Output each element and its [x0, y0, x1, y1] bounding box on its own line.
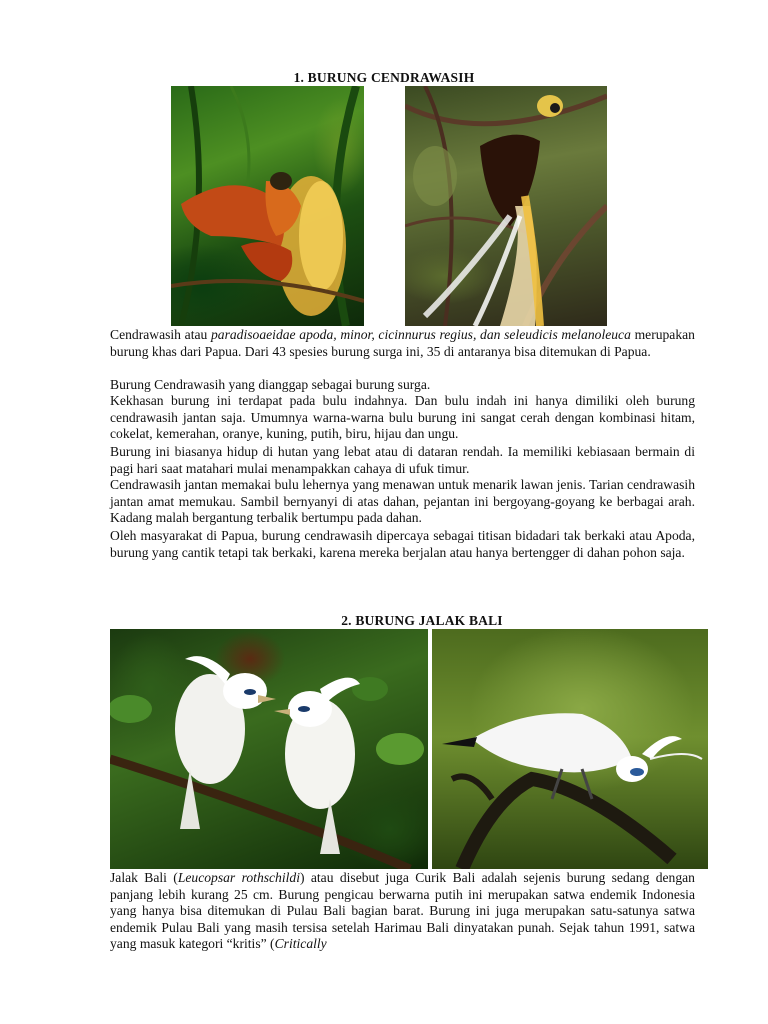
bird-of-paradise-illustration-1 [171, 86, 364, 326]
jalak-bali-pair-illustration [110, 629, 428, 869]
cendrawasih-paragraph-intro: Cendrawasih atau paradisoaeidae apoda, minor, cicinnurus regius, dan seleudicis melanoleuca merupakan burung khas dari Papua. Dari 43 spesies burung surga ini, 35 di antaranya bisa ditemukan di Papua. [110, 327, 695, 359]
jalak-bali-single-illustration [432, 629, 708, 869]
section-2-heading: 2. BURUNG JALAK BALI [341, 613, 503, 628]
jalak-bali-paragraph-1: Jalak Bali (Leucopsar rothschildi) atau disebut juga Curik Bali adalah sejenis burung sedang dengan panjang lebih kurang 25 cm. Burung pengicau berwarna putih ini merupakan satwa endemik Indonesia yang hanya bisa ditemukan di Pulau Bali bagian barat. Burung ini juga merupakan satu-satunya satwa endemik Pulau Bali yang masih tersisa setelah Harimau Bali dinyatakan punah. Sejak tahun 1991, satwa yang masuk kategori “kritis” (Critically [110, 870, 695, 951]
cendrawasih-paragraph-4: Burung ini biasanya hidup di hutan yang lebat atau di dataran rendah. Ia memiliki kebiasaan bermain di pagi hari saat matahari mulai menampakkan cahaya di ufuk timur. [110, 444, 695, 476]
cendrawasih-paragraph-6: Oleh masyarakat di Papua, burung cendrawasih dipercaya sebagai titisan bidadari tak berkaki atau Apoda, burung yang cantik tetapi tak berkaki, karena mereka berjalan atau hanya bertengger di dahan pohon saja. [110, 528, 695, 560]
bird-of-paradise-photo-1 [171, 86, 364, 326]
cendrawasih-paragraph-5: Cendrawasih jantan memakai bulu lehernya yang menawan untuk menarik lawan jenis. Tarian cendrawasih jantan amat memukau. Sambil bernyanyi di atas dahan, pejantan ini bergoyang-goyang ke berbagai arah. Kadang malah bergantung terbalik bertumpu pada dahan. [110, 477, 695, 525]
bird-of-paradise-illustration-2 [405, 86, 607, 326]
cendrawasih-paragraph-2: Burung Cendrawasih yang dianggap sebagai burung surga. [110, 377, 431, 392]
cendrawasih-paragraph-3: Kekhasan burung ini terdapat pada bulu indahnya. Dan bulu indah ini hanya dimiliki oleh burung cendrawasih jantan saja. Umumnya warna-warna bulu burung ini sangat cerah dengan kombinasi hitam, cokelat, kemerahan, oranye, kuning, putih, biru, hijau dan ungu. [110, 393, 695, 441]
bird-of-paradise-photo-2 [405, 86, 607, 326]
jalak-bali-single-photo [432, 629, 708, 869]
section-1-heading: 1. BURUNG CENDRAWASIH [293, 70, 475, 85]
jalak-bali-pair-photo [110, 629, 428, 869]
